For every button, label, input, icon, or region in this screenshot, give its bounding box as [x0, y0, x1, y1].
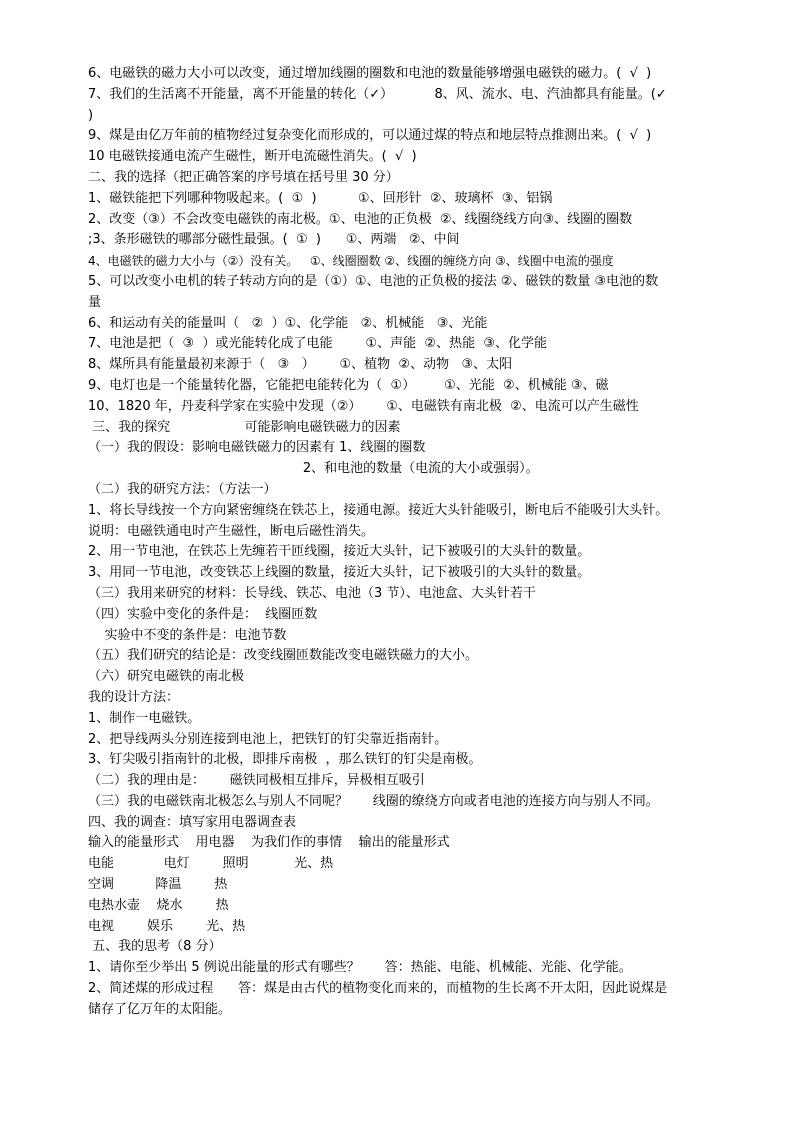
table-row: 空调 降温 热	[88, 877, 228, 893]
text-line: （二）我的研究方法：（方法一）	[88, 481, 277, 497]
table-row: 电热水壶 烧水 热	[88, 897, 229, 913]
text-line: 6、电磁铁的磁力大小可以改变，通过增加线圈的圈数和电池的数量能够增强电磁铁的磁力。( √ )	[88, 66, 652, 81]
text-line: 2、和电池的数量（电流的大小或强弱）。	[88, 461, 539, 477]
text-line: 3、钉尖吸引指南针的北极，即排斥南极 ，那么铁钉的钉尖是南极。	[88, 752, 482, 768]
text-line: 2、用一节电池，在铁芯上先缠若干匝线圈，接近大头针，记下被吸引的大头针的数量。	[88, 544, 591, 560]
text-line: 储存了亿万年的太阳能。	[88, 1001, 232, 1017]
text-line: 10、1820 年，丹麦科学家在实验中发现（②） ①、电磁铁有南北极 ②、电流可以产生磁性	[88, 398, 639, 414]
text-line: 量	[88, 294, 102, 310]
text-line: （一）我的假设：影响电磁铁磁力的因素有 1、线圈的圈数	[88, 440, 426, 456]
text-line: 实验中不变的条件是：电池节数	[88, 627, 287, 643]
text-line: 6、和运动有关的能量叫（ ② ）①、化学能 ②、机械能 ③、光能	[88, 315, 488, 331]
section-heading: 二、我的选择（把正确答案的序号填在括号里 30 分）	[88, 169, 399, 185]
text-line: 我的设计方法：	[88, 689, 180, 705]
text-line: 9、煤是由亿万年前的植物经过复杂变化而形成的，可以通过煤的特点和地层特点推测出来。( √ )	[88, 128, 652, 144]
text-line: 7、电池是把（ ③ ）或光能转化成了电能 ①、声能 ②、热能 ③、化学能	[88, 336, 548, 352]
section-heading: 四、我的调查：填写家用电器调查表	[88, 814, 297, 830]
text-line: )	[88, 107, 94, 123]
text-line: 说明：电磁铁通电时产生磁性，断电后磁性消失。	[88, 523, 375, 539]
text-line: 2、简述煤的形成过程 答：煤是由古代的植物变化而来的，而植物的生长离不开太阳，因此说煤是	[88, 981, 668, 997]
text-line: 1、磁铁能把下列哪种物吸起来。( ① ) ①、回形针 ②、玻璃杯 ③、铝锅	[88, 190, 553, 206]
text-line: 3、用同一节电池，改变铁芯上线圈的数量，接近大头针，记下被吸引的大头针的数量。	[88, 565, 591, 581]
text-line: 7、我们的生活离不开能量，离不开能量的转化（✓） 8、风、流水、电、汽油都具有能量。(✓	[88, 86, 667, 102]
table-row: 电视 娱乐 光、热	[88, 918, 246, 934]
text-line: 2、把导线两头分别连接到电池上，把铁钉的钉尖靠近指南针。	[88, 731, 448, 747]
text-line: （三）我用来研究的材料：长导线、铁芯、电池（3 节）、电池盒、大头针若干	[88, 585, 536, 601]
text-line: （五）我们研究的结论是：改变线圈匝数能改变电磁铁磁力的大小。	[88, 648, 479, 664]
table-header: 输入的能量形式 用电器 为我们作的事情 输出的能量形式	[88, 835, 450, 851]
text-line: 4、电磁铁的磁力大小与（②）没有关。 ①、线圈圈数 ②、线圈的缠绕方向 ③、线圈中电流的强度	[88, 254, 614, 269]
text-line: 10 电磁铁接通电流产生磁性，断开电流磁性消失。( √ )	[88, 149, 417, 165]
text-line: 1、请你至少举出 5 例说出能量的形式有哪些？ 答：热能、电能、机械能、光能、化学能。	[88, 960, 632, 976]
section-heading: 五、我的思考（8 分）	[88, 939, 222, 955]
text-line: （二）我的理由是： 磁铁同极相互排斥，异极相互吸引	[88, 773, 425, 789]
text-line: 5、可以改变小电机的转子转动方向的是（①）①、电池的正负极的接法 ②、磁铁的数量 ③电池的数	[88, 273, 659, 289]
text-line: 9、电灯也是一个能量转化器，它能把电能转化为（ ①） ①、光能 ②、机械能 ③、磁	[88, 377, 609, 393]
text-line: （六）研究电磁铁的南北极	[88, 669, 245, 685]
text-line: （三）我的电磁铁南北极怎么与别人不同呢？ 线圈的缭绕方向或者电池的连接方向与别人不同。	[88, 793, 659, 809]
document-body	[88, 64, 714, 1021]
text-line: （四）实验中变化的条件是： 线圈匝数	[88, 606, 318, 622]
text-line: 8、煤所具有能量最初来源于（ ③ ） ①、植物 ②、动物 ③、太阳	[88, 357, 513, 373]
text-line: 2、改变（③）不会改变电磁铁的南北极。①、电池的正负极 ②、线圈绕线方向③、线圈的圈数	[88, 211, 633, 227]
text-line: 1、将长导线按一个方向紧密缠绕在铁芯上，接通电源。接近大头针能吸引，断电后不能吸引大头针。	[88, 502, 669, 518]
text-line: 1、制作一电磁铁。	[88, 710, 201, 726]
section-heading: 三、我的探究 可能影响电磁铁磁力的因素	[88, 419, 401, 435]
text-line: ;3、条形磁铁的哪部分磁性最强。( ① ) ①、两端 ②、中间	[88, 232, 460, 248]
table-row: 电能 电灯 照明 光、热	[88, 856, 334, 872]
